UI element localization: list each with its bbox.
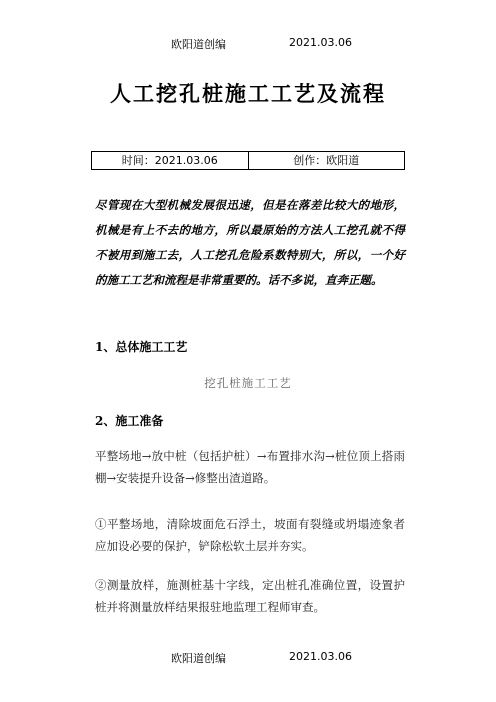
- footer-author: 欧阳道创编: [171, 652, 226, 665]
- paragraph-process: 平整场地→放中桩（包括护桩）→布置排水沟→桩位顶上搭雨棚→安装提升设备→修整出渣道路。: [95, 449, 405, 485]
- section-heading-2: 2、施工准备: [95, 414, 164, 428]
- paragraph-site-leveling: ①平整场地，清除坡面危石浮土，坡面有裂缝或坍塌迹象者应加设必要的保护，铲除松软土层并夯实。: [95, 517, 405, 553]
- paragraph-survey: ②测量放样，施测桩基十字线，定出桩孔准确位置，设置护桩并将测量放样结果报驻地监理工程师审查。: [95, 578, 405, 614]
- document-title: 人工挖孔桩施工工艺及流程: [110, 81, 386, 106]
- header-author: 欧阳道创编: [171, 38, 226, 51]
- meta-author: 创作：欧阳道: [248, 152, 405, 169]
- meta-time: 时间：2021.03.06: [121, 154, 218, 167]
- header-date: 2021.03.06: [289, 36, 352, 49]
- meta-table: [91, 151, 405, 170]
- section-heading-1: 1、总体施工工艺: [95, 340, 188, 354]
- figure-caption: 挖孔桩施工工艺: [204, 376, 292, 390]
- intro-paragraph: 尽管现在大型机械发展很迅速，但是在落差比较大的地形，机械是有上不去的地方，所以最原始的方法人工挖孔就不得不被用到施工去，人工挖孔危险系数特别大，所以，一个好的施工工艺和流程是非常重要的。话不多说，直奔正题。: [95, 198, 405, 287]
- footer-date: 2021.03.06: [289, 650, 352, 663]
